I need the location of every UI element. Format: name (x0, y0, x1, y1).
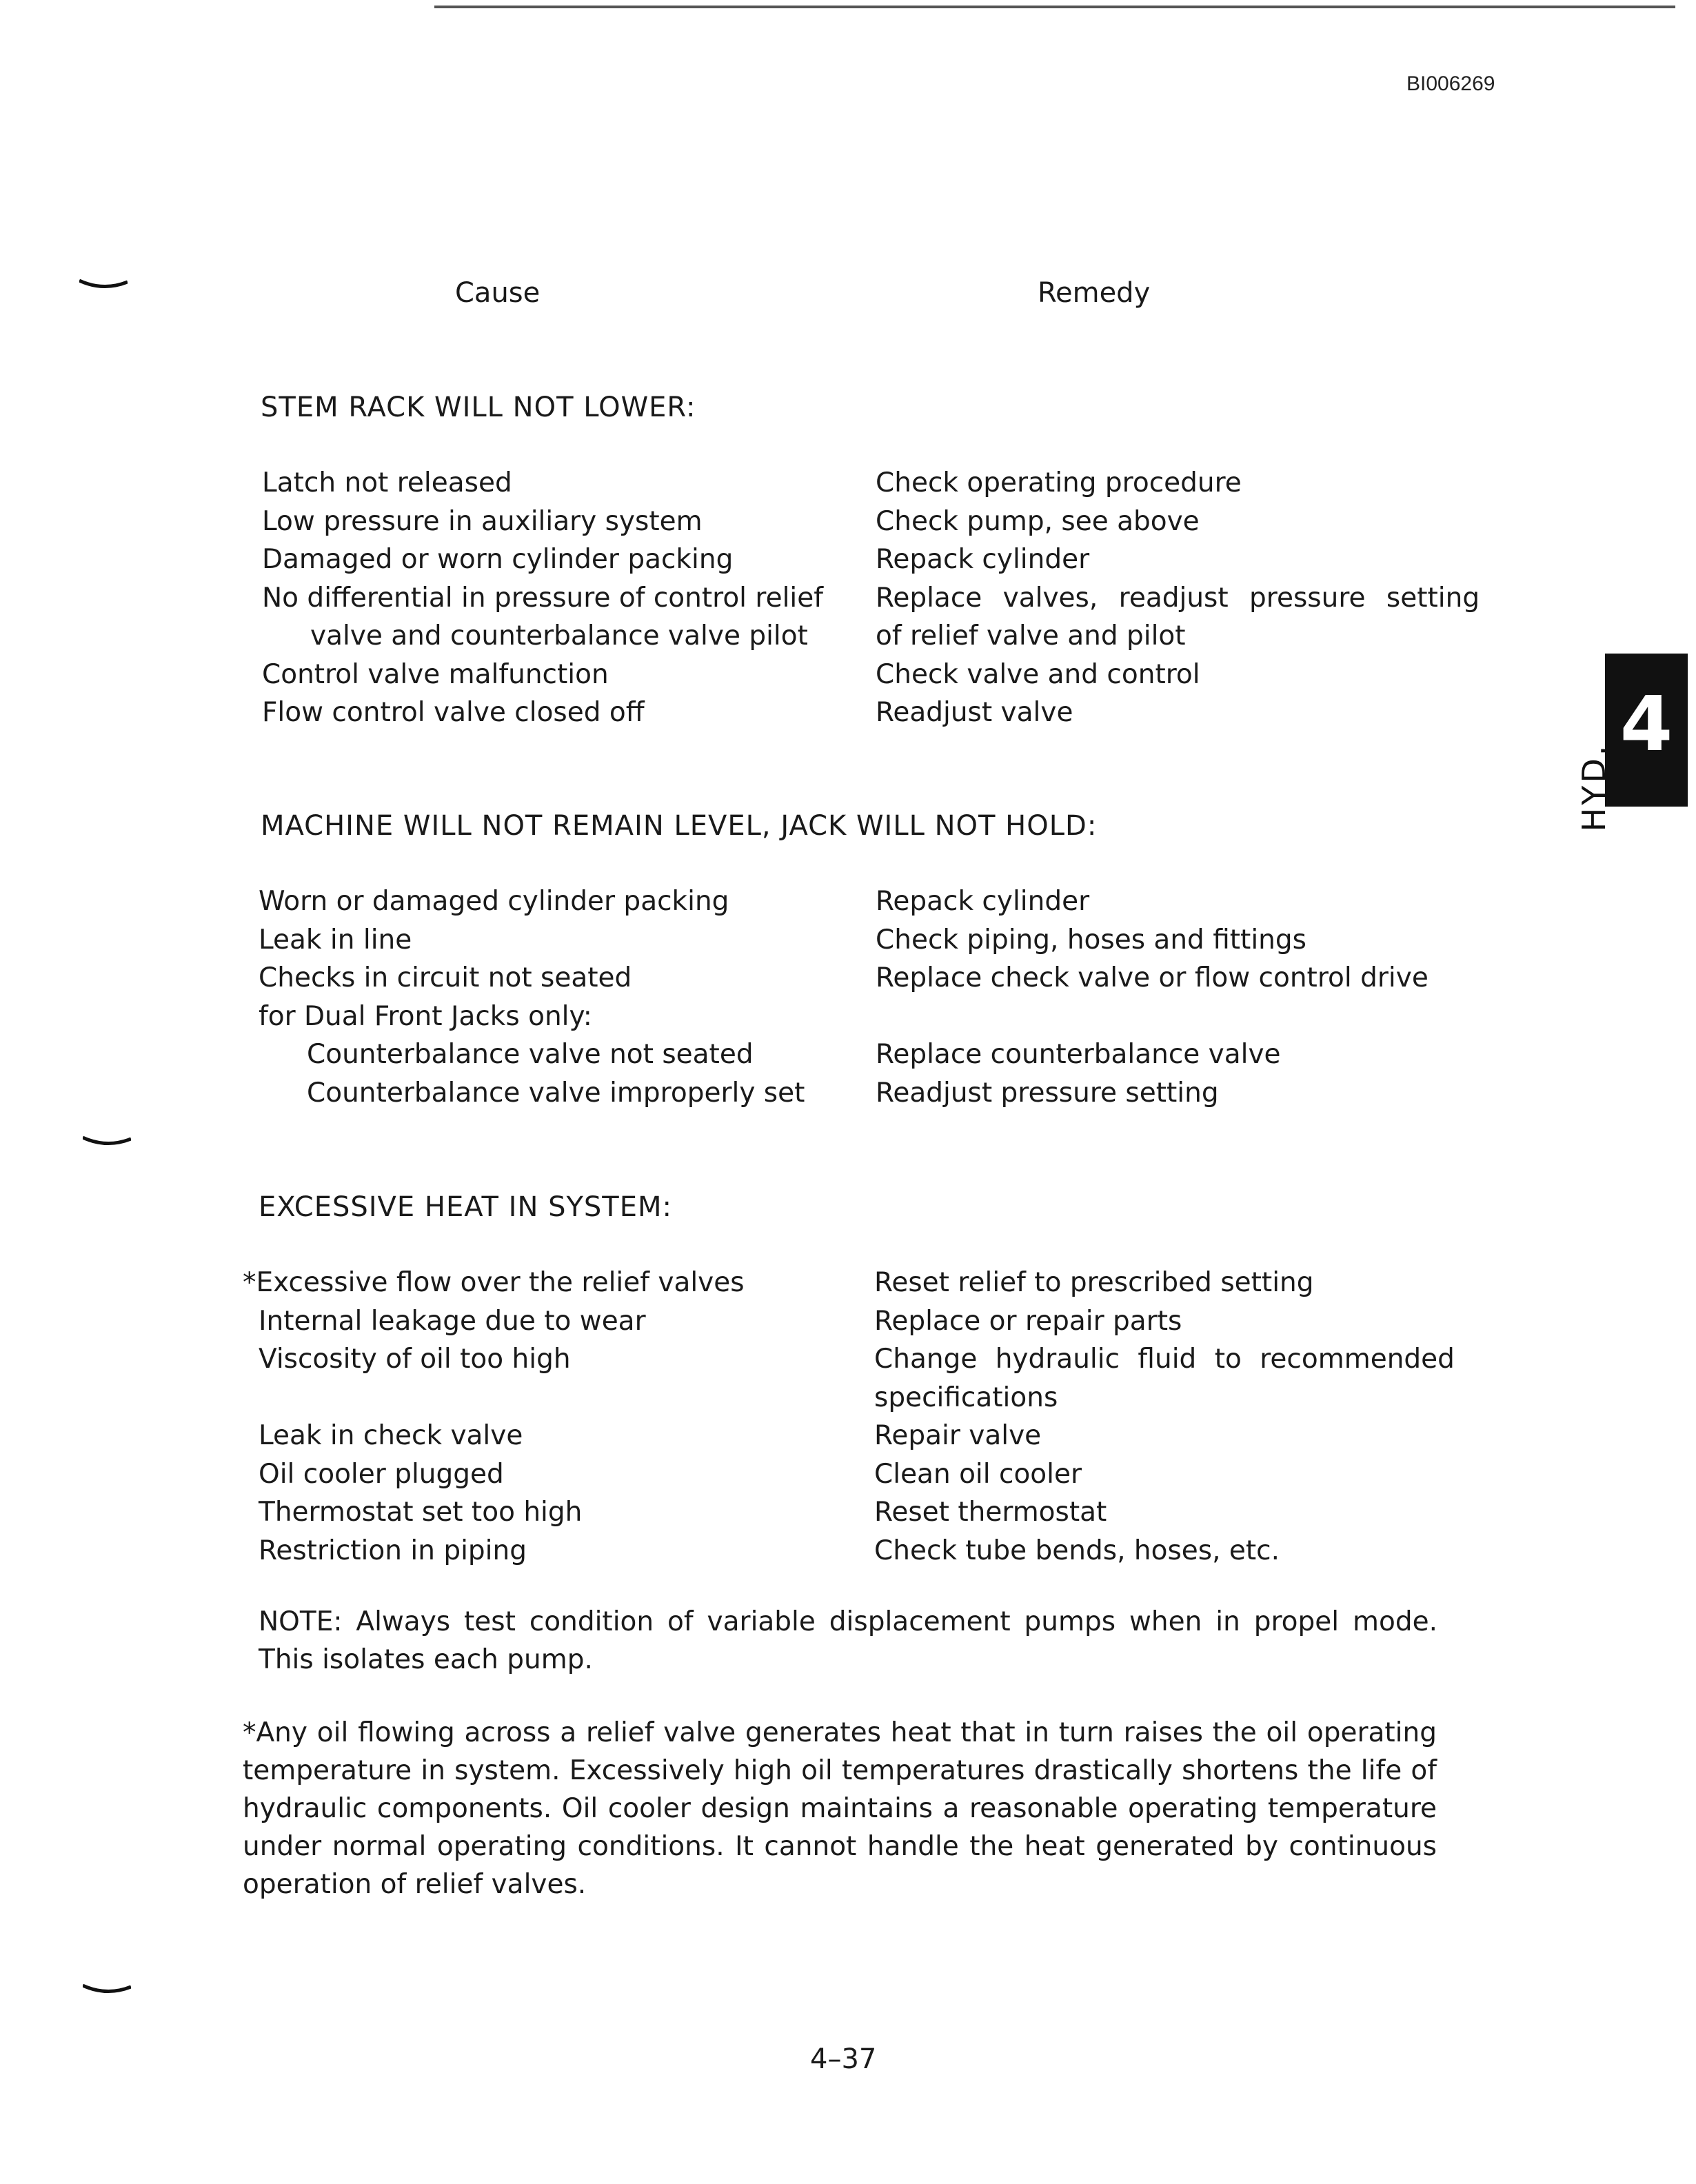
section-machine-level-causes (259, 882, 805, 1112)
cause-item: Checks in circuit not seated (259, 962, 632, 993)
remedy-item: Reset thermostat (874, 1497, 1107, 1528)
cause-item: Damaged or worn cylinder packing (262, 544, 734, 575)
cause-item: Worn or damaged cylinder packing (259, 886, 729, 917)
cause-item: *Excessive flow over the relief valves (243, 1267, 745, 1298)
binding-mark-icon (79, 279, 128, 286)
section-machine-level-remedies (876, 882, 1429, 1112)
remedy-item: Check piping, hoses and fittings (876, 924, 1306, 956)
remedy-item: Check tube bends, hoses, etc. (874, 1535, 1280, 1566)
remedy-item: Change hydraulic fluid to recommended (874, 1344, 1455, 1375)
section-stem-rack-causes (262, 464, 823, 732)
remedy-item: Repack cylinder (876, 544, 1090, 575)
section-title-machine-level: MACHINE WILL NOT REMAIN LEVEL, JACK WILL NOT HOLD: (261, 810, 1098, 842)
cause-header: Cause (455, 277, 541, 309)
cause-item: Internal leakage due to wear (259, 1305, 646, 1337)
remedy-item: Clean oil cooler (874, 1458, 1082, 1490)
cause-item: Leak in check valve (259, 1420, 523, 1451)
page-number: 4–37 (810, 2043, 877, 2075)
section-stem-rack-remedies (876, 464, 1480, 732)
cause-item (243, 1379, 745, 1417)
remedy-item: Repair valve (874, 1420, 1042, 1451)
remedy-item (876, 998, 1429, 1036)
cause-item: Low pressure in auxiliary system (262, 505, 703, 537)
top-rule (434, 6, 1675, 8)
section-tab-number: 4 (1619, 680, 1673, 768)
remedy-item: Reset relief to prescribed setting (874, 1267, 1314, 1298)
section-tab-label: HYD. (1575, 742, 1613, 832)
remedy-item: Readjust valve (876, 697, 1073, 728)
remedy-item: Check pump, see above (876, 505, 1200, 537)
cause-item: for Dual Front Jacks only: (259, 1000, 592, 1032)
cause-item: Oil cooler plugged (259, 1458, 504, 1490)
cause-item: No differential in pressure of control relief (262, 582, 823, 614)
remedy-item: Replace check valve or flow control drive (876, 962, 1429, 993)
remedy-item: of relief valve and pilot (876, 620, 1186, 651)
cause-item: Latch not released (262, 467, 512, 498)
binding-mark-icon (83, 1136, 131, 1143)
remedy-item: Replace valves, readjust pressure setting (876, 582, 1480, 614)
section-title-stem-rack: STEM RACK WILL NOT LOWER: (261, 392, 696, 423)
remedy-item: Readjust pressure setting (876, 1077, 1219, 1109)
remedy-item: specifications (874, 1382, 1058, 1413)
cause-item: Viscosity of oil too high (259, 1344, 571, 1375)
cause-item: valve and counterbalance valve pilot (310, 620, 808, 651)
remedy-item: Replace or repair parts (874, 1305, 1182, 1337)
remedy-item: Repack cylinder (876, 886, 1090, 917)
remedy-header: Remedy (1038, 277, 1151, 309)
section-excessive-heat-causes (243, 1264, 745, 1570)
remedy-item: Replace counterbalance valve (876, 1039, 1281, 1070)
section-title-excessive-heat: EXCESSIVE HEAT IN SYSTEM: (259, 1191, 672, 1223)
document-id: BI006269 (1406, 72, 1495, 95)
footnote-paragraph: *Any oil flowing across a relief valve generates heat that in turn raises the oil operating temperature in system. Excessively high oil temperatures drastically shortens the life of hydraulic components. Oil cooler design maintains a reasonable operating temperature under normal operating conditions. It cannot handle the heat generated by continuous operation of relief valves. (243, 1717, 1437, 1900)
cause-item: Leak in line (259, 924, 412, 956)
section-excessive-heat-remedies (874, 1264, 1455, 1570)
cause-item: Flow control valve closed off (262, 697, 645, 728)
remedy-item: Check operating procedure (876, 467, 1242, 498)
cause-item: Counterbalance valve not seated (307, 1039, 754, 1070)
cause-item: Control valve malfunction (262, 658, 609, 690)
cause-item: Counterbalance valve improperly set (307, 1077, 805, 1109)
remedy-item: Check valve and control (876, 658, 1200, 690)
binding-mark-icon (83, 1984, 131, 1991)
cause-item: Restriction in piping (259, 1535, 527, 1566)
cause-item: Thermostat set too high (259, 1497, 583, 1528)
note-paragraph: NOTE: Always test condition of variable displacement pumps when in propel mode. This isolates each pump. (259, 1606, 1437, 1675)
